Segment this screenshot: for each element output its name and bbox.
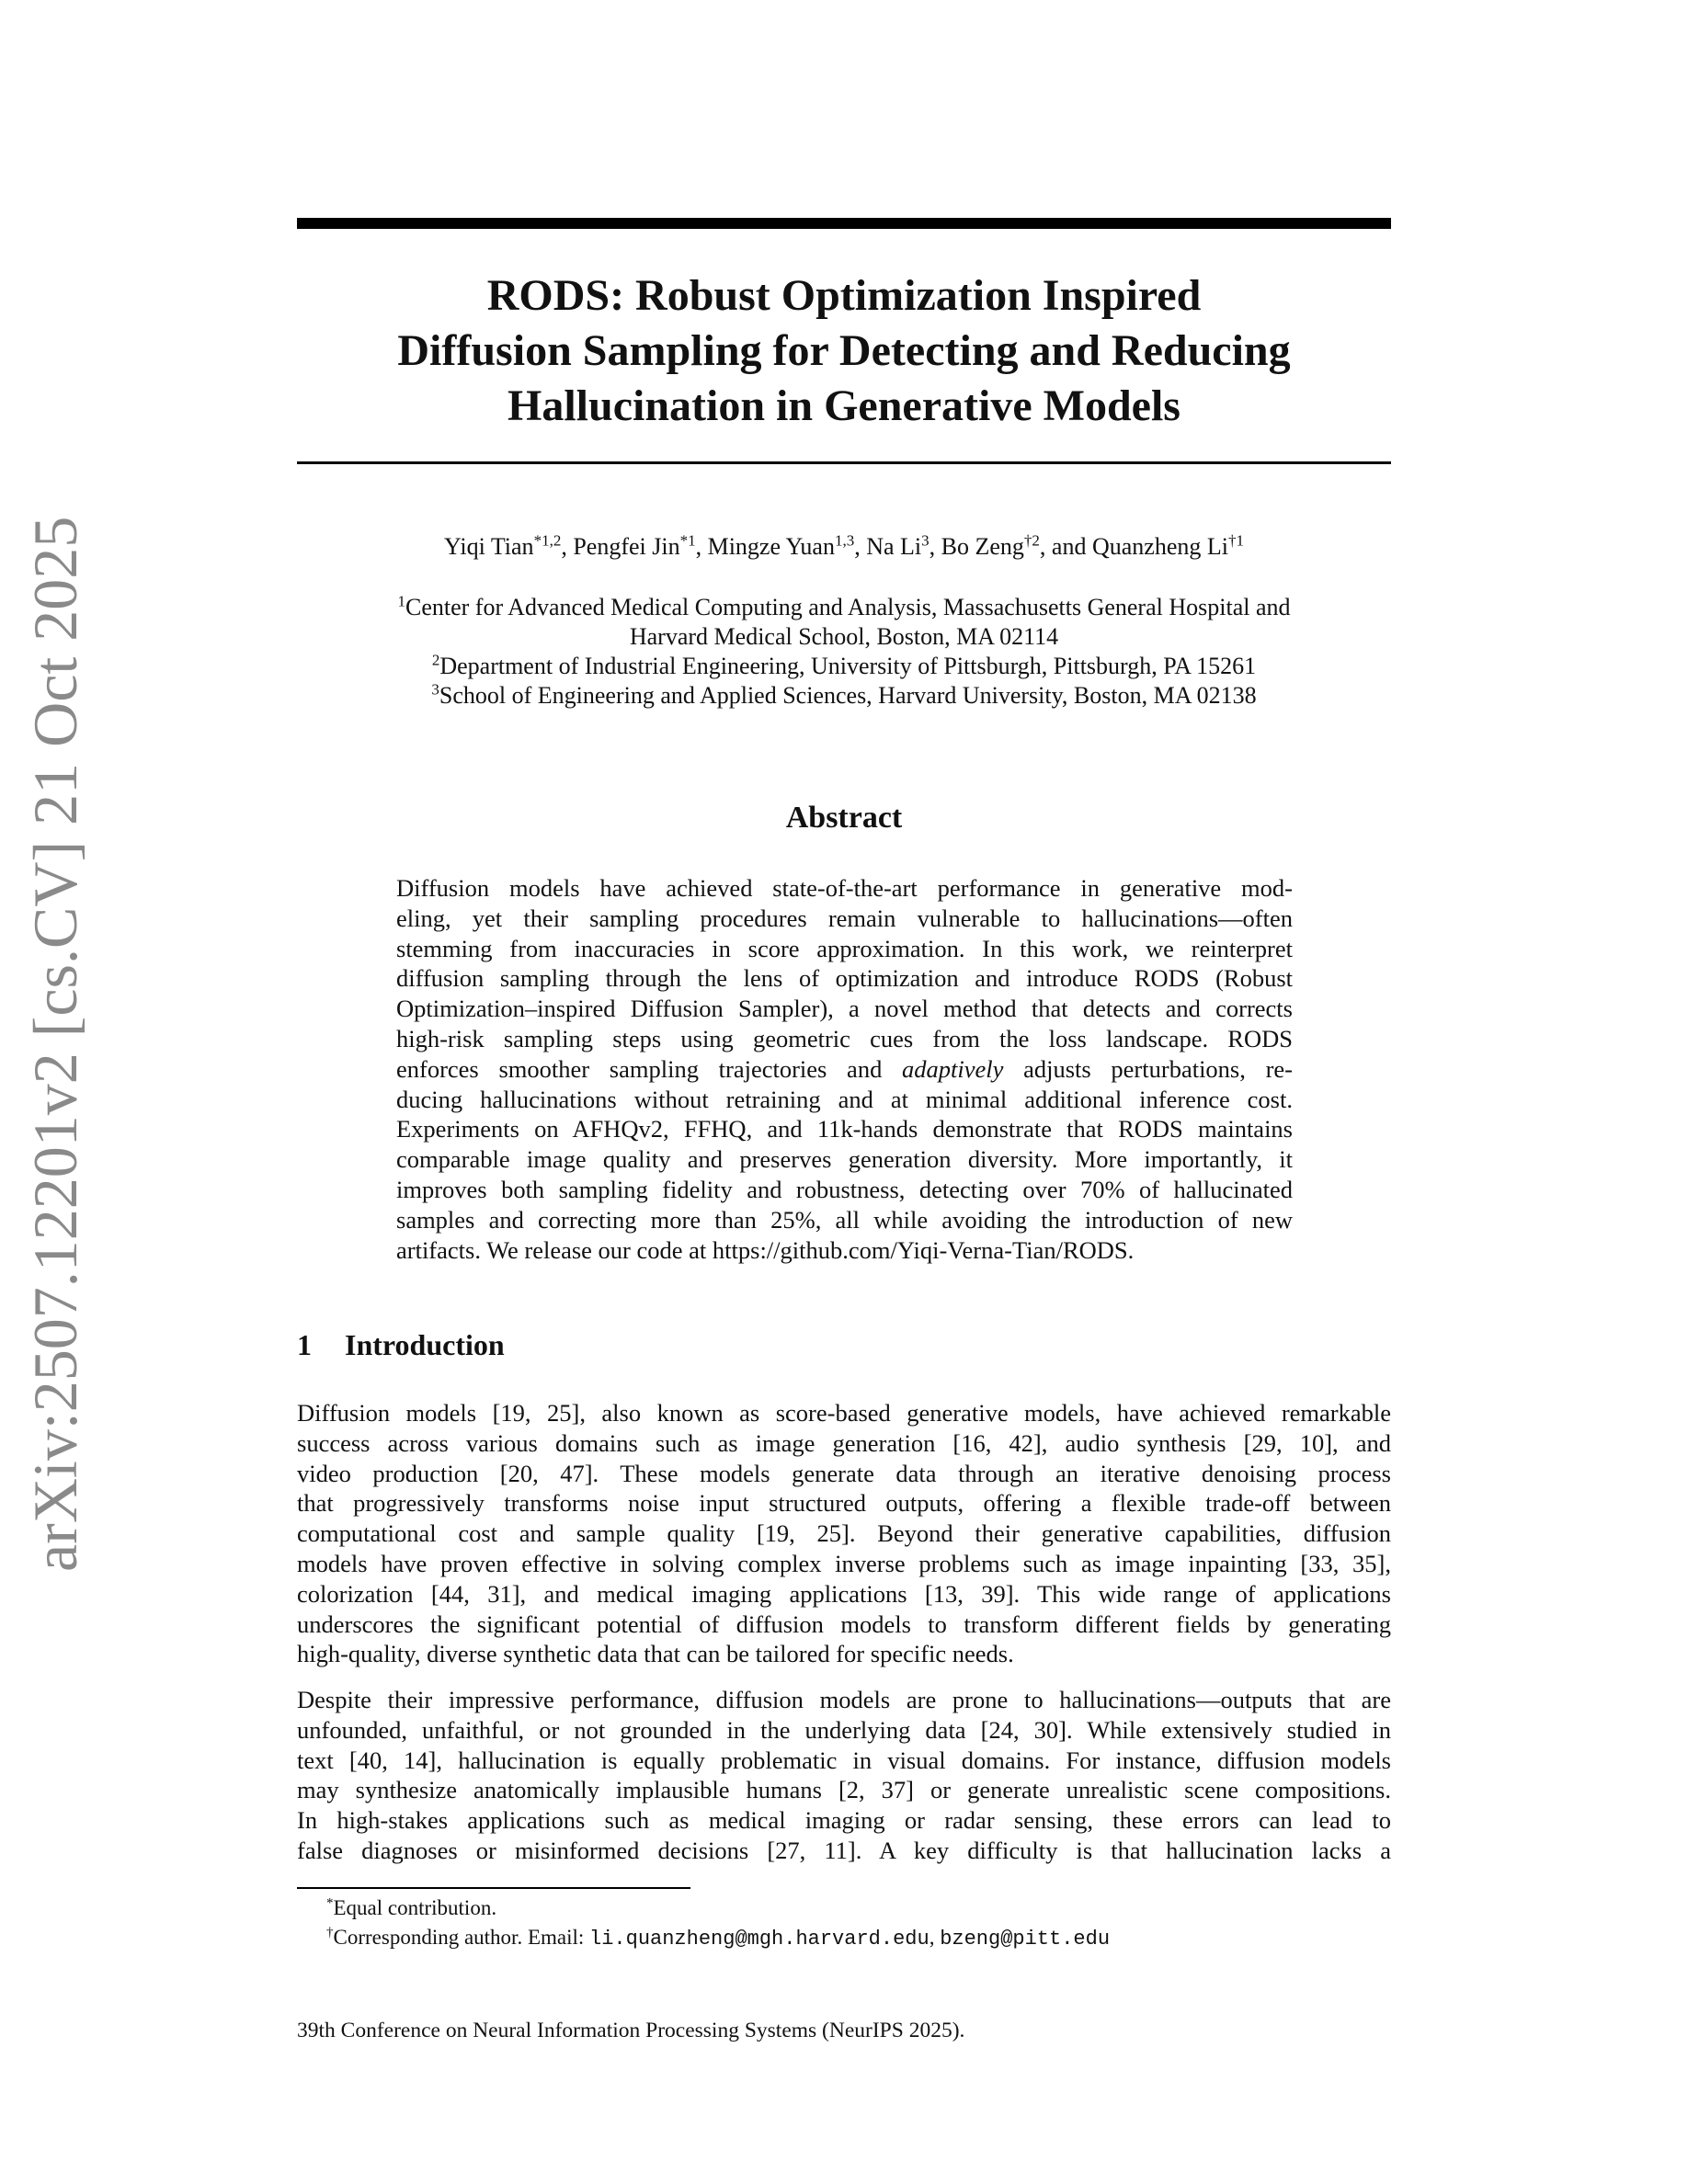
abstract-body (396, 873, 1293, 1265)
email-link[interactable]: li.quanzheng@mgh.harvard.edu (589, 1928, 930, 1951)
author-list (297, 531, 1391, 563)
footnote-equal-contribution (326, 1894, 1384, 1923)
abstract-heading: Abstract (785, 801, 903, 835)
affiliation-text: Center for Advanced Medical Computing and Analysis, Massachusetts General Hospital and (405, 594, 1291, 620)
abstract-text: adjusts perturbations, re- (1003, 1054, 1293, 1083)
author-affiliation-marker: †2 (1023, 531, 1040, 550)
paragraph-line: models have proven effective in solving complex inverse problems such as image inpainting [33, 35], (297, 1549, 1391, 1577)
abstract-line: eling, yet their sampling procedures remain vulnerable to hallucinations—often (396, 904, 1293, 932)
abstract-line: high-risk sampling steps using geometric cues from the loss landscape. RODS (396, 1024, 1293, 1052)
author-name: Yiqi Tian (444, 533, 534, 560)
venue-note: 39th Conference on Neural Information Processing Systems (NeurIPS 2025). (297, 2019, 965, 2042)
paragraph-line: may synthesize anatomically implausible humans [2, 37] or generate unrealistic scene compositions. (297, 1776, 1391, 1804)
abstract-line: stemming from inaccuracies in score approximation. In this work, we reinterpret (396, 934, 1293, 962)
author-name: Pengfei Jin (573, 533, 680, 560)
author-name: Quanzheng Li (1091, 533, 1228, 560)
intro-paragraph-1 (297, 1398, 1391, 1669)
affiliation-text: School of Engineering and Applied Sciences, Harvard University, Boston, MA 02138 (439, 682, 1257, 709)
abstract-line: artifacts. We release our code at https://github.com/Yiqi-Verna-Tian/RODS. (396, 1235, 1135, 1264)
author-name: Bo Zeng (941, 533, 1024, 560)
footnote-text: Corresponding author. Email: (333, 1926, 590, 1949)
paragraph-line: video production [20, 47]. These models generate data through an iterative denoising process (297, 1459, 1391, 1487)
author-name: Na Li (866, 533, 922, 560)
abstract-line: samples and correcting more than 25%, all while avoiding the introduction of new (396, 1205, 1293, 1234)
footnote-separator: , (929, 1926, 941, 1949)
paragraph-line: false diagnoses or misinformed decisions [27, 11]. A key difficulty is that hallucination lacks a (297, 1836, 1391, 1864)
author-separator: , (561, 533, 574, 560)
author-affiliation-marker: 3 (921, 531, 930, 550)
paragraph-line: success across various domains such as image generation [16, 42], audio synthesis [29, 10], and (297, 1428, 1391, 1457)
title-line: RODS: Robust Optimization Inspired (486, 271, 1202, 320)
footnote-text: Equal contribution. (333, 1896, 497, 1919)
email-link[interactable]: bzeng@pitt.edu (940, 1928, 1111, 1951)
paragraph-line: text [40, 14], hallucination is equally problematic in visual domains. For instance, diffusion models (297, 1746, 1391, 1774)
section-number: 1 (297, 1328, 312, 1361)
author-name: Mingze Yuan (707, 533, 835, 560)
arxiv-identifier-stamp: arXiv:2507.12201v2 [cs.CV] 21 Oct 2025 (20, 516, 90, 1572)
abstract-emphasis: adaptively (902, 1054, 1004, 1083)
paragraph-line: Diffusion models [19, 25], also known as score-based generative models, have achieved remarkable (297, 1399, 1391, 1427)
footnote-corresponding-author (326, 1923, 1384, 1954)
footnote-marker: † (326, 1925, 334, 1940)
affiliation-line (297, 593, 1391, 622)
title-line: Hallucination in Generative Models (508, 381, 1180, 430)
abstract-line: Experiments on AFHQv2, FFHQ, and 11k-hands demonstrate that RODS maintains (396, 1115, 1293, 1143)
abstract-line (396, 1054, 1293, 1085)
abstract-line: diffusion sampling through the lens of optimization and introduce RODS (Robust (396, 964, 1293, 993)
section-title: Introduction (345, 1328, 505, 1361)
author-separator: , (854, 533, 867, 560)
intro-paragraph-2 (297, 1685, 1391, 1866)
paper-title (297, 268, 1391, 434)
footnotes (326, 1894, 1384, 1954)
affiliation-list (297, 593, 1391, 711)
author-separator: , (695, 533, 708, 560)
title-bottom-rule (297, 461, 1391, 464)
author-affiliation-marker: *1,2 (533, 531, 562, 550)
author-separator: , and (1039, 533, 1092, 560)
paragraph-line: computational cost and sample quality [19, 25]. Beyond their generative capabilities, diffusion (297, 1519, 1391, 1548)
abstract-line: comparable image quality and preserves generation diversity. More importantly, it (396, 1145, 1293, 1174)
author-affiliation-marker: †1 (1227, 531, 1244, 550)
affiliation-line (297, 681, 1391, 711)
affiliation-line (297, 652, 1391, 681)
paragraph-line: Despite their impressive performance, diffusion models are prone to hallucinations—outputs that are (297, 1686, 1391, 1713)
abstract-line: ducing hallucinations without retraining and at minimal additional inference cost. (396, 1085, 1293, 1113)
abstract-text: enforces smoother sampling trajectories and (396, 1054, 903, 1083)
section-heading-introduction (297, 1326, 1391, 1363)
paragraph-line: colorization [44, 31], and medical imaging applications [13, 39]. This wide range of applications (297, 1579, 1391, 1608)
paragraph-line: that progressively transforms noise input structured outputs, offering a flexible trade-off between (297, 1489, 1391, 1518)
abstract-line: Diffusion models have achieved state-of-the-art performance in generative mod- (396, 874, 1293, 902)
footnote-rule (297, 1887, 690, 1889)
title-line: Diffusion Sampling for Detecting and Reducing (397, 326, 1291, 375)
paragraph-line: high-quality, diverse synthetic data that can be tailored for specific needs. (297, 1640, 1014, 1668)
affiliation-marker: 3 (431, 680, 439, 699)
paragraph-line: In high-stakes applications such as medical imaging or radar sensing, these errors can lead to (297, 1806, 1391, 1835)
author-separator: , (929, 533, 941, 560)
abstract-line: Optimization–inspired Diffusion Sampler), a novel method that detects and corrects (396, 995, 1293, 1023)
affiliation-marker: 1 (397, 592, 405, 610)
paragraph-line: unfounded, unfaithful, or not grounded in the underlying data [24, 30]. While extensively studied in (297, 1715, 1391, 1744)
title-top-rule (297, 218, 1391, 229)
author-affiliation-marker: 1,3 (834, 531, 855, 550)
author-affiliation-marker: *1 (679, 531, 696, 550)
affiliation-line: Harvard Medical School, Boston, MA 02114 (629, 623, 1059, 650)
paragraph-line: underscores the significant potential of diffusion models to transform different fields by generating (297, 1610, 1391, 1638)
footnote-marker: * (326, 1895, 334, 1911)
affiliation-marker: 2 (431, 651, 440, 669)
abstract-line: improves both sampling fidelity and robustness, detecting over 70% of hallucinated (396, 1175, 1293, 1203)
affiliation-text: Department of Industrial Engineering, University of Pittsburgh, Pittsburgh, PA 15261 (439, 653, 1257, 679)
